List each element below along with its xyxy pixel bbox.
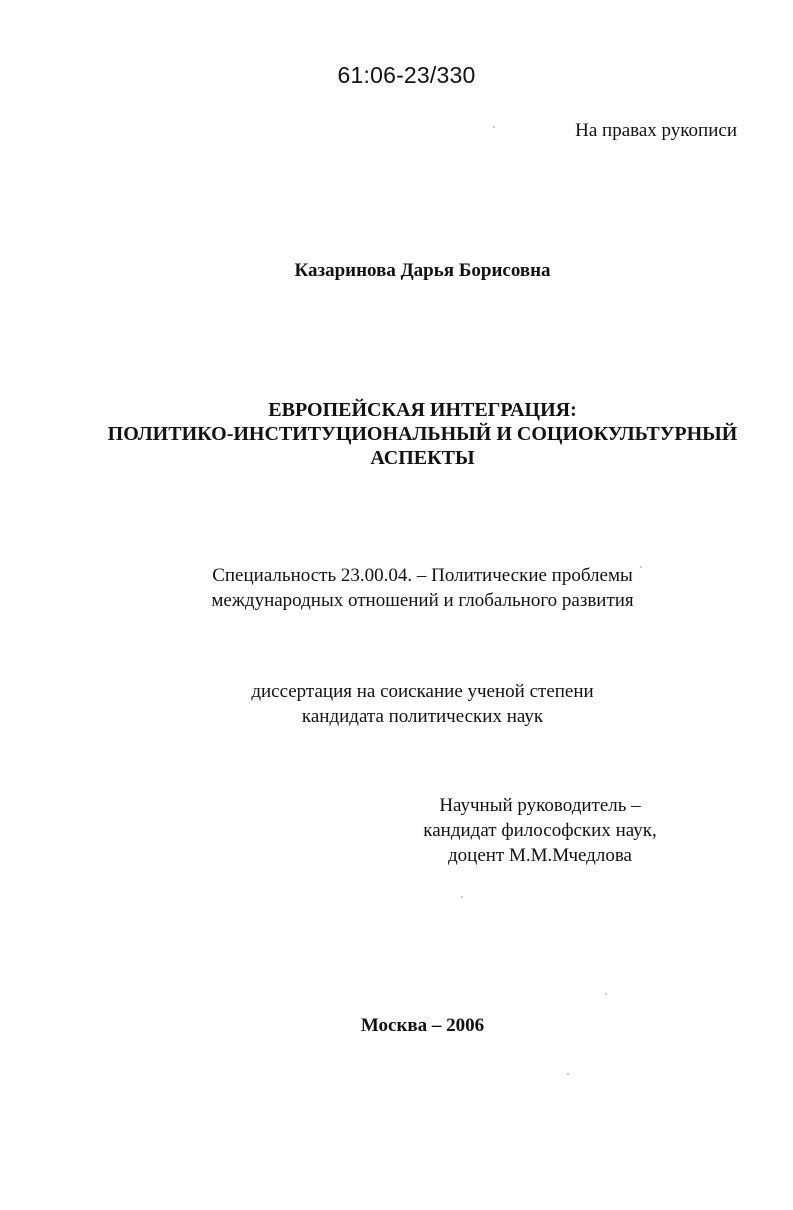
- scan-speck: [567, 1073, 569, 1075]
- supervisor-line-2: кандидат философских наук,: [423, 820, 657, 841]
- specialty-block: [0, 563, 793, 613]
- archive-stamp-number: 61:06-23/330: [337, 62, 476, 88]
- supervisor-block: [420, 793, 660, 868]
- title-line-2: ПОЛИТИКО-ИНСТИТУЦИОНАЛЬНЫЙ И СОЦИОКУЛЬТУРНЫЙ: [107, 423, 738, 445]
- dissertation-title: [0, 398, 793, 470]
- supervisor-line-3: доцент М.М.Мчедлова: [448, 845, 632, 866]
- author-name: Казаринова Дарья Борисовна: [294, 260, 551, 281]
- degree-line-1: диссертация на соискание ученой степени: [251, 681, 594, 702]
- scan-speck: [605, 993, 607, 995]
- city-year: Москва – 2006: [360, 1015, 485, 1036]
- title-line-1: ЕВРОПЕЙСКАЯ ИНТЕГРАЦИЯ:: [268, 399, 577, 421]
- degree-block: [0, 679, 793, 729]
- scan-speck: [461, 896, 463, 898]
- scan-speck: [493, 126, 495, 128]
- specialty-line-2: международных отношений и глобального развития: [211, 590, 634, 611]
- degree-line-2: кандидата политических наук: [301, 706, 544, 727]
- supervisor-line-1: Научный руководитель –: [439, 795, 641, 816]
- scan-speck: [640, 566, 642, 568]
- title-line-3: АСПЕКТЫ: [370, 447, 475, 469]
- rights-notice: На правах рукописи: [575, 120, 737, 141]
- specialty-line-1: Специальность 23.00.04. – Политические проблемы: [212, 565, 633, 586]
